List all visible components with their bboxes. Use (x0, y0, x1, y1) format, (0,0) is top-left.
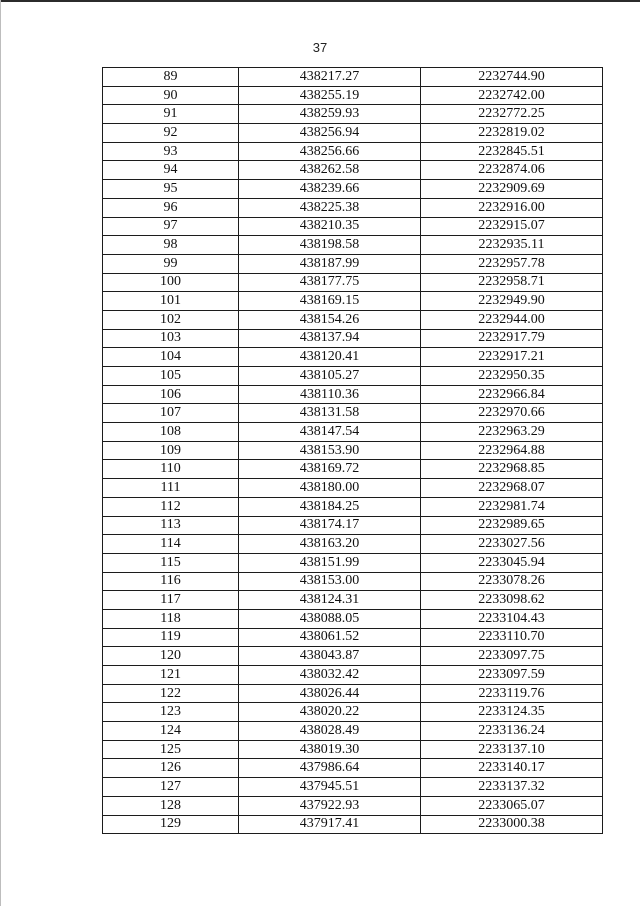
x-coordinate-cell: 438131.58 (239, 404, 421, 423)
point-number-cell: 129 (103, 815, 239, 834)
table-row (103, 105, 603, 124)
point-number-cell: 93 (103, 142, 239, 161)
table-row (103, 516, 603, 535)
x-coordinate-cell: 438043.87 (239, 647, 421, 666)
point-number-cell: 103 (103, 329, 239, 348)
y-coordinate-cell: 2233097.75 (421, 647, 603, 666)
point-number-cell: 117 (103, 591, 239, 610)
y-coordinate-cell: 2232968.07 (421, 479, 603, 498)
point-number-cell: 114 (103, 535, 239, 554)
x-coordinate-cell: 438256.94 (239, 124, 421, 143)
y-coordinate-cell: 2233136.24 (421, 722, 603, 741)
point-number-cell: 106 (103, 385, 239, 404)
point-number-cell: 102 (103, 310, 239, 329)
x-coordinate-cell: 438120.41 (239, 348, 421, 367)
x-coordinate-cell: 438110.36 (239, 385, 421, 404)
x-coordinate-cell: 438153.00 (239, 572, 421, 591)
x-coordinate-cell: 438154.26 (239, 310, 421, 329)
point-number-cell: 112 (103, 497, 239, 516)
coordinates-table (102, 67, 603, 834)
y-coordinate-cell: 2232958.71 (421, 273, 603, 292)
table-row (103, 254, 603, 273)
x-coordinate-cell: 438262.58 (239, 161, 421, 180)
x-coordinate-cell: 438217.27 (239, 68, 421, 87)
table-row (103, 815, 603, 834)
y-coordinate-cell: 2233137.32 (421, 778, 603, 797)
x-coordinate-cell: 438163.20 (239, 535, 421, 554)
y-coordinate-cell: 2232935.11 (421, 236, 603, 255)
point-number-cell: 121 (103, 666, 239, 685)
point-number-cell: 118 (103, 609, 239, 628)
table-row (103, 217, 603, 236)
y-coordinate-cell: 2232772.25 (421, 105, 603, 124)
x-coordinate-cell: 438225.38 (239, 198, 421, 217)
y-coordinate-cell: 2232963.29 (421, 423, 603, 442)
table-row (103, 479, 603, 498)
table-row (103, 124, 603, 143)
x-coordinate-cell: 438026.44 (239, 684, 421, 703)
table-row (103, 460, 603, 479)
point-number-cell: 111 (103, 479, 239, 498)
x-coordinate-cell: 438198.58 (239, 236, 421, 255)
x-coordinate-cell: 438180.00 (239, 479, 421, 498)
x-coordinate-cell: 438184.25 (239, 497, 421, 516)
y-coordinate-cell: 2233119.76 (421, 684, 603, 703)
x-coordinate-cell: 438137.94 (239, 329, 421, 348)
x-coordinate-cell: 438169.15 (239, 292, 421, 311)
table-row (103, 778, 603, 797)
point-number-cell: 97 (103, 217, 239, 236)
y-coordinate-cell: 2232957.78 (421, 254, 603, 273)
x-coordinate-cell: 438105.27 (239, 367, 421, 386)
y-coordinate-cell: 2232917.21 (421, 348, 603, 367)
y-coordinate-cell: 2233000.38 (421, 815, 603, 834)
x-coordinate-cell: 438210.35 (239, 217, 421, 236)
point-number-cell: 108 (103, 423, 239, 442)
coordinates-table-body (103, 68, 603, 834)
point-number-cell: 113 (103, 516, 239, 535)
point-number-cell: 100 (103, 273, 239, 292)
x-coordinate-cell: 437986.64 (239, 759, 421, 778)
y-coordinate-cell: 2233140.17 (421, 759, 603, 778)
table-row (103, 722, 603, 741)
point-number-cell: 119 (103, 628, 239, 647)
y-coordinate-cell: 2232950.35 (421, 367, 603, 386)
table-row (103, 666, 603, 685)
y-coordinate-cell: 2232744.90 (421, 68, 603, 87)
y-coordinate-cell: 2232845.51 (421, 142, 603, 161)
table-row (103, 348, 603, 367)
x-coordinate-cell: 437922.93 (239, 796, 421, 815)
table-row (103, 161, 603, 180)
point-number-cell: 124 (103, 722, 239, 741)
table-row (103, 591, 603, 610)
point-number-cell: 104 (103, 348, 239, 367)
table-row (103, 684, 603, 703)
point-number-cell: 115 (103, 553, 239, 572)
y-coordinate-cell: 2233098.62 (421, 591, 603, 610)
point-number-cell: 91 (103, 105, 239, 124)
y-coordinate-cell: 2232909.69 (421, 180, 603, 199)
table-row (103, 292, 603, 311)
point-number-cell: 99 (103, 254, 239, 273)
x-coordinate-cell: 438177.75 (239, 273, 421, 292)
table-row (103, 553, 603, 572)
x-coordinate-cell: 438255.19 (239, 86, 421, 105)
table-row (103, 572, 603, 591)
y-coordinate-cell: 2233045.94 (421, 553, 603, 572)
x-coordinate-cell: 438032.42 (239, 666, 421, 685)
x-coordinate-cell: 438088.05 (239, 609, 421, 628)
table-row (103, 310, 603, 329)
table-row (103, 441, 603, 460)
x-coordinate-cell: 438169.72 (239, 460, 421, 479)
point-number-cell: 105 (103, 367, 239, 386)
point-number-cell: 101 (103, 292, 239, 311)
point-number-cell: 96 (103, 198, 239, 217)
point-number-cell: 94 (103, 161, 239, 180)
x-coordinate-cell: 438151.99 (239, 553, 421, 572)
y-coordinate-cell: 2233078.26 (421, 572, 603, 591)
point-number-cell: 89 (103, 68, 239, 87)
y-coordinate-cell: 2232989.65 (421, 516, 603, 535)
table-row (103, 703, 603, 722)
point-number-cell: 126 (103, 759, 239, 778)
table-row (103, 198, 603, 217)
point-number-cell: 123 (103, 703, 239, 722)
y-coordinate-cell: 2232964.88 (421, 441, 603, 460)
table-row (103, 68, 603, 87)
table-row (103, 628, 603, 647)
x-coordinate-cell: 438187.99 (239, 254, 421, 273)
point-number-cell: 107 (103, 404, 239, 423)
point-number-cell: 98 (103, 236, 239, 255)
x-coordinate-cell: 438061.52 (239, 628, 421, 647)
y-coordinate-cell: 2232916.00 (421, 198, 603, 217)
x-coordinate-cell: 438019.30 (239, 740, 421, 759)
table-row (103, 759, 603, 778)
x-coordinate-cell: 438256.66 (239, 142, 421, 161)
page-left-edge (0, 0, 1, 906)
y-coordinate-cell: 2232917.79 (421, 329, 603, 348)
y-coordinate-cell: 2232915.07 (421, 217, 603, 236)
point-number-cell: 122 (103, 684, 239, 703)
x-coordinate-cell: 438153.90 (239, 441, 421, 460)
y-coordinate-cell: 2232819.02 (421, 124, 603, 143)
table-row (103, 647, 603, 666)
y-coordinate-cell: 2232949.90 (421, 292, 603, 311)
point-number-cell: 128 (103, 796, 239, 815)
y-coordinate-cell: 2232966.84 (421, 385, 603, 404)
x-coordinate-cell: 437917.41 (239, 815, 421, 834)
table-row (103, 609, 603, 628)
y-coordinate-cell: 2232970.66 (421, 404, 603, 423)
point-number-cell: 90 (103, 86, 239, 105)
point-number-cell: 109 (103, 441, 239, 460)
page-number: 37 (312, 40, 328, 55)
x-coordinate-cell: 438239.66 (239, 180, 421, 199)
y-coordinate-cell: 2233065.07 (421, 796, 603, 815)
x-coordinate-cell: 437945.51 (239, 778, 421, 797)
y-coordinate-cell: 2233104.43 (421, 609, 603, 628)
y-coordinate-cell: 2232742.00 (421, 86, 603, 105)
y-coordinate-cell: 2233027.56 (421, 535, 603, 554)
x-coordinate-cell: 438028.49 (239, 722, 421, 741)
x-coordinate-cell: 438174.17 (239, 516, 421, 535)
page-top-edge (0, 0, 640, 2)
point-number-cell: 120 (103, 647, 239, 666)
table-row (103, 385, 603, 404)
point-number-cell: 127 (103, 778, 239, 797)
y-coordinate-cell: 2232981.74 (421, 497, 603, 516)
y-coordinate-cell: 2232874.06 (421, 161, 603, 180)
table-row (103, 142, 603, 161)
point-number-cell: 116 (103, 572, 239, 591)
table-row (103, 404, 603, 423)
table-row (103, 740, 603, 759)
table-row (103, 236, 603, 255)
point-number-cell: 125 (103, 740, 239, 759)
y-coordinate-cell: 2233110.70 (421, 628, 603, 647)
table-row (103, 796, 603, 815)
point-number-cell: 110 (103, 460, 239, 479)
table-row (103, 423, 603, 442)
table-row (103, 497, 603, 516)
x-coordinate-cell: 438259.93 (239, 105, 421, 124)
y-coordinate-cell: 2233137.10 (421, 740, 603, 759)
x-coordinate-cell: 438020.22 (239, 703, 421, 722)
table-row (103, 535, 603, 554)
x-coordinate-cell: 438147.54 (239, 423, 421, 442)
point-number-cell: 92 (103, 124, 239, 143)
y-coordinate-cell: 2233124.35 (421, 703, 603, 722)
table-row (103, 329, 603, 348)
point-number-cell: 95 (103, 180, 239, 199)
table-row (103, 86, 603, 105)
table-row (103, 273, 603, 292)
y-coordinate-cell: 2232944.00 (421, 310, 603, 329)
table-row (103, 180, 603, 199)
y-coordinate-cell: 2233097.59 (421, 666, 603, 685)
y-coordinate-cell: 2232968.85 (421, 460, 603, 479)
x-coordinate-cell: 438124.31 (239, 591, 421, 610)
table-row (103, 367, 603, 386)
